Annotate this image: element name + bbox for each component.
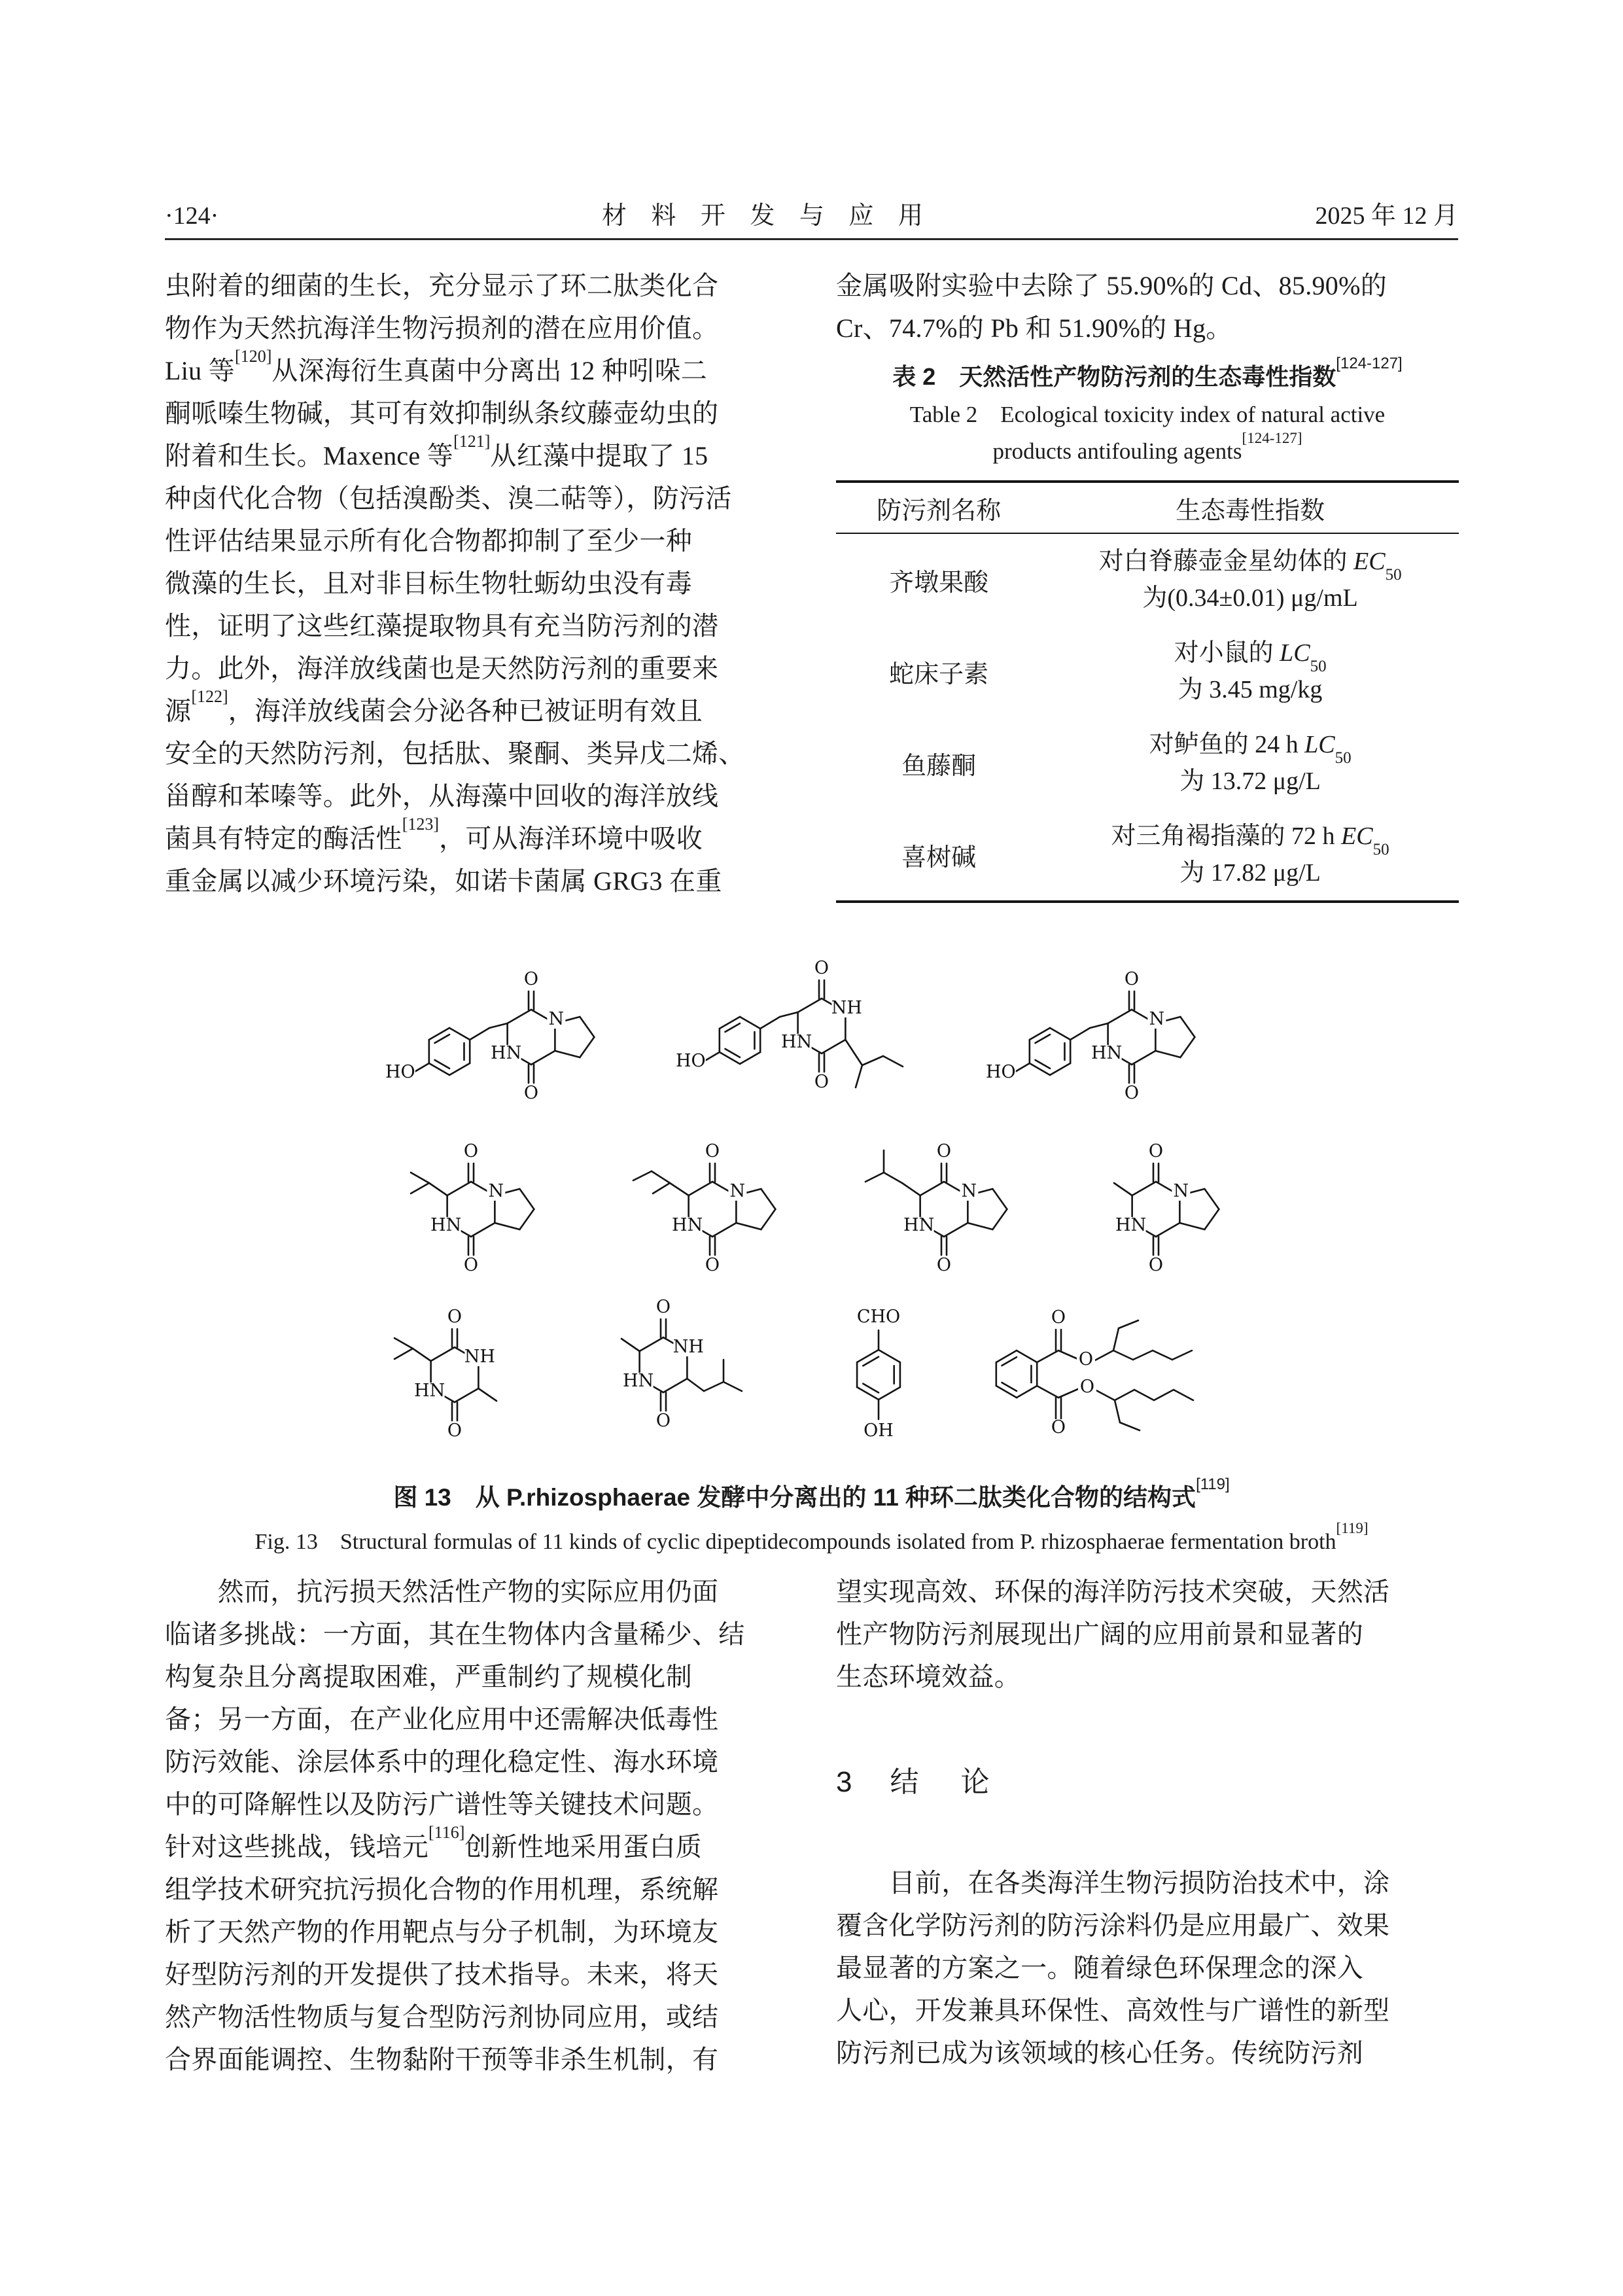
- text-line: 备；另一方面，在产业化应用中还需解决低毒性: [165, 1704, 719, 1734]
- text-line: 合界面能调控、生物黏附干预等非杀生机制，有: [165, 2045, 719, 2074]
- structure-cyclo-tyr-pro-b: [985, 945, 1240, 1109]
- svg-text:O: O: [936, 1255, 951, 1275]
- structure-cyclo-val-ala: [360, 1290, 543, 1460]
- text-line: 性评估结果显示所有化合物都抑制了至少一种: [165, 526, 692, 556]
- svg-text:O: O: [1079, 1377, 1094, 1397]
- page-number: ·124·: [165, 202, 219, 230]
- structure-cyclo-leu-pro: [843, 1118, 1039, 1281]
- svg-text:O: O: [655, 1411, 671, 1431]
- text-line: 构复杂且分离提取困难，严重制约了规模化制: [165, 1662, 692, 1691]
- svg-text:O: O: [814, 1072, 829, 1092]
- figure13-caption-en: Fig. 13 Structural formulas of 11 kinds of cyclic dipeptidecompounds isolated from P. rhizosphaerae fermentation broth[119]: [254, 1520, 1369, 1554]
- svg-text:HN: HN: [1115, 1215, 1146, 1235]
- table-col-header-index: 生态毒性指数: [1176, 497, 1325, 525]
- text-line: 金属吸附实验中去除了 55.90%的 Cd、85.90%的: [836, 271, 1387, 300]
- svg-text:HN: HN: [413, 1381, 445, 1401]
- svg-text:O: O: [463, 1141, 478, 1161]
- svg-text:O: O: [1078, 1349, 1093, 1369]
- structure-cyclo-tyr-ile: [674, 942, 949, 1112]
- svg-text:O: O: [447, 1307, 462, 1327]
- text-line: 种卤代化合物（包括溴酚类、溴二萜等），防污活: [165, 484, 732, 513]
- svg-text:HO: HO: [675, 1051, 706, 1071]
- svg-text:O: O: [523, 969, 538, 989]
- text-line: 针对这些挑战，钱培元[116]创新性地采用蛋白质: [165, 1822, 703, 1862]
- svg-text:HN: HN: [780, 1032, 812, 1052]
- figure13-block: [165, 942, 1458, 1555]
- svg-text:O: O: [936, 1141, 951, 1161]
- structure-cyclo-val-pro: [373, 1118, 569, 1281]
- table-row: [836, 534, 1459, 626]
- bottom-right-column: [836, 1570, 1459, 2074]
- text-line: 重金属以减少环境污染，如诺卡菌属 GRG3 在重: [165, 866, 722, 896]
- svg-text:HN: HN: [1091, 1043, 1122, 1063]
- svg-text:N: N: [961, 1181, 977, 1201]
- structure-cyclo-ala-leu: [578, 1286, 788, 1463]
- text-line: 生态环境效益。: [836, 1662, 1021, 1691]
- journal-title: 材 料 开 发 与 应 用: [601, 202, 932, 230]
- table-header-row: [836, 483, 1459, 534]
- text-line: Liu 等[120]从深海衍生真菌中分离出 12 种吲哚二: [165, 346, 708, 385]
- structure-cyclo-ile-pro: [604, 1118, 807, 1281]
- text-line: 最显著的方案之一。随着绿色环保理念的深入: [836, 1953, 1363, 1983]
- text-line: 析了天然产物的作用靶点与分子机制，为环境友: [165, 1917, 719, 1947]
- text-line: 好型防污剂的开发提供了技术指导。未来，将天: [165, 1960, 719, 1989]
- structure-p-hydroxybenzaldehyde: [823, 1290, 934, 1460]
- issue-date: 2025 年 12 月: [1315, 202, 1458, 230]
- toxicity-index-value: 对三角褐指藻的 72 h $EC_{50}$ 为 17.82 μg/L: [1111, 822, 1389, 887]
- structure-cyclo-ala-pro: [1074, 1118, 1251, 1281]
- header-rule: [165, 238, 1458, 240]
- bottom-right-para1: [836, 1570, 1459, 1698]
- svg-text:HN: HN: [622, 1371, 654, 1391]
- svg-text:OH: OH: [863, 1421, 894, 1441]
- text-line: 甾醇和苯嗪等。此外，从海藻中回收的海洋放线: [165, 781, 719, 811]
- text-line: 望实现高效、环保的海洋防污技术突破，天然活: [836, 1577, 1390, 1606]
- text-line: 人心，开发兼具环保性、高效性与广谱性的新型: [836, 1996, 1390, 2025]
- text-line: 安全的天然防污剂，包括肽、聚酮、类异戊二烯、: [165, 739, 745, 768]
- table2-caption-en-line2: products antifouling agents[124-127]: [992, 429, 1302, 464]
- svg-text:HN: HN: [490, 1043, 521, 1063]
- figure13-structures-row-3: [165, 1286, 1458, 1463]
- svg-text:O: O: [655, 1297, 671, 1317]
- text-line: 性，证明了这些红藻提取物具有充当防污剂的潜: [165, 611, 719, 641]
- right-column: [836, 264, 1459, 903]
- section3-title: 结 论: [890, 1766, 996, 1798]
- antifoulant-name: 蛇床子素: [889, 660, 989, 688]
- text-line: 性产物防污剂展现出广阔的应用前景和显著的: [836, 1619, 1363, 1649]
- text-line: 物作为天然抗海洋生物污损剂的潜在应用价值。: [165, 313, 719, 343]
- text-line: 中的可降解性以及防污广谱性等关键技术问题。: [165, 1790, 719, 1819]
- table2-caption-en-line1: Table 2 Ecological toxicity index of natural active: [909, 402, 1386, 427]
- svg-text:HN: HN: [430, 1215, 461, 1235]
- figure13-structures-row-2: [165, 1118, 1458, 1281]
- text-line: 然而，抗污损天然活性产物的实际应用仍面: [165, 1577, 719, 1606]
- page-header: [165, 195, 1458, 231]
- svg-text:O: O: [1051, 1417, 1066, 1438]
- text-line: 临诸多挑战：一方面，其在生物体内含量稀少、结: [165, 1619, 745, 1649]
- svg-text:NH: NH: [672, 1337, 704, 1357]
- left-column-text: [165, 264, 788, 902]
- svg-text:O: O: [1124, 969, 1139, 989]
- toxicity-index-value: 对鲈鱼的 24 h $LC_{50}$ 为 13.72 μg/L: [1149, 731, 1352, 795]
- svg-text:N: N: [1149, 1009, 1164, 1029]
- figure13-caption-cn: 图 13 从 P.rhizosphaerae 发酵中分离出的 11 种环二肽类化合物的结构式[119]: [393, 1475, 1230, 1511]
- svg-text:HO: HO: [985, 1062, 1016, 1082]
- text-line: 虫附着的细菌的生长，充分显示了环二肽类化合: [165, 271, 719, 300]
- antifoulant-name: 喜树碱: [901, 843, 977, 872]
- text-line: 源[122]，海洋放线菌会分泌各种已被证明有效且: [165, 686, 703, 726]
- toxicity-table: [836, 480, 1459, 903]
- svg-text:N: N: [729, 1181, 745, 1201]
- table-col-header-name: 防污剂名称: [877, 497, 1002, 525]
- text-line: 覆含化学防污剂的防污涂料仍是应用最广、效果: [836, 1911, 1390, 1940]
- bottom-left-column-text: [165, 1570, 788, 2081]
- right-column-text: [836, 264, 1459, 349]
- table-row: [836, 717, 1459, 809]
- svg-text:HN: HN: [903, 1215, 934, 1235]
- figure13-structures-row-1: [165, 942, 1458, 1112]
- svg-text:O: O: [523, 1083, 538, 1103]
- svg-text:O: O: [1051, 1307, 1066, 1328]
- svg-text:O: O: [705, 1141, 720, 1161]
- table2-caption-cn: 表 2 天然活性产物防污剂的生态毒性指数[124-127]: [892, 355, 1403, 390]
- svg-text:HN: HN: [671, 1215, 703, 1235]
- svg-text:N: N: [1173, 1181, 1189, 1201]
- table-row: [836, 626, 1459, 717]
- section3-number: 3: [836, 1766, 852, 1798]
- svg-text:O: O: [705, 1255, 720, 1275]
- bottom-right-para2: [836, 1862, 1459, 2074]
- antifoulant-name: 齐墩果酸: [889, 569, 989, 597]
- text-line: 酮哌嗪生物碱，其可有效抑制纵条纹藤壶幼虫的: [165, 398, 719, 428]
- section3-heading: [836, 1758, 1459, 1807]
- text-line: 组学技术研究抗污损化合物的作用机理，系统解: [165, 1875, 719, 1904]
- text-line: 力。此外，海洋放线菌也是天然防污剂的重要来: [165, 654, 719, 683]
- structure-cyclo-tyr-pro: [384, 945, 639, 1109]
- svg-text:O: O: [814, 958, 829, 978]
- svg-text:O: O: [1148, 1141, 1163, 1161]
- toxicity-index-value: 对白脊藤壶金星幼体的 $EC_{50}$ 为(0.34±0.01) μg/mL: [1098, 548, 1402, 612]
- toxicity-table-body: [836, 534, 1459, 900]
- svg-text:O: O: [463, 1255, 478, 1275]
- svg-text:HO: HO: [385, 1062, 415, 1082]
- svg-text:CHO: CHO: [856, 1307, 900, 1327]
- svg-text:NH: NH: [464, 1347, 495, 1367]
- text-line: 然产物活性物质与复合型防污剂协同应用，或结: [165, 2002, 719, 2032]
- text-line: 防污剂已成为该领域的核心任务。传统防污剂: [836, 2038, 1363, 2068]
- antifoulant-name: 鱼藤酮: [901, 752, 977, 780]
- svg-text:O: O: [447, 1421, 462, 1441]
- svg-text:N: N: [488, 1181, 504, 1201]
- table-row: [836, 809, 1459, 900]
- text-line: 目前，在各类海洋生物污损防治技术中，涂: [836, 1868, 1390, 1898]
- text-line: 微藻的生长，且对非目标生物牡蛎幼虫没有毒: [165, 569, 692, 598]
- text-line: 防污效能、涂层体系中的理化稳定性、海水环境: [165, 1747, 719, 1776]
- svg-text:O: O: [1148, 1255, 1163, 1275]
- svg-text:NH: NH: [831, 998, 862, 1018]
- toxicity-index-value: 对小鼠的 $LC_{50}$ 为 3.45 mg/kg: [1174, 639, 1327, 703]
- svg-text:N: N: [548, 1009, 564, 1029]
- text-line: Cr、74.7%的 Pb 和 51.90%的 Hg。: [836, 313, 1232, 343]
- text-line: 菌具有特定的酶活性[123]，可从海洋环境中吸收: [165, 814, 703, 853]
- svg-text:O: O: [1124, 1083, 1139, 1103]
- text-line: 附着和生长。Maxence 等[121]从红藻中提取了 15: [165, 431, 708, 470]
- structure-phthalate-diester: [969, 1293, 1264, 1457]
